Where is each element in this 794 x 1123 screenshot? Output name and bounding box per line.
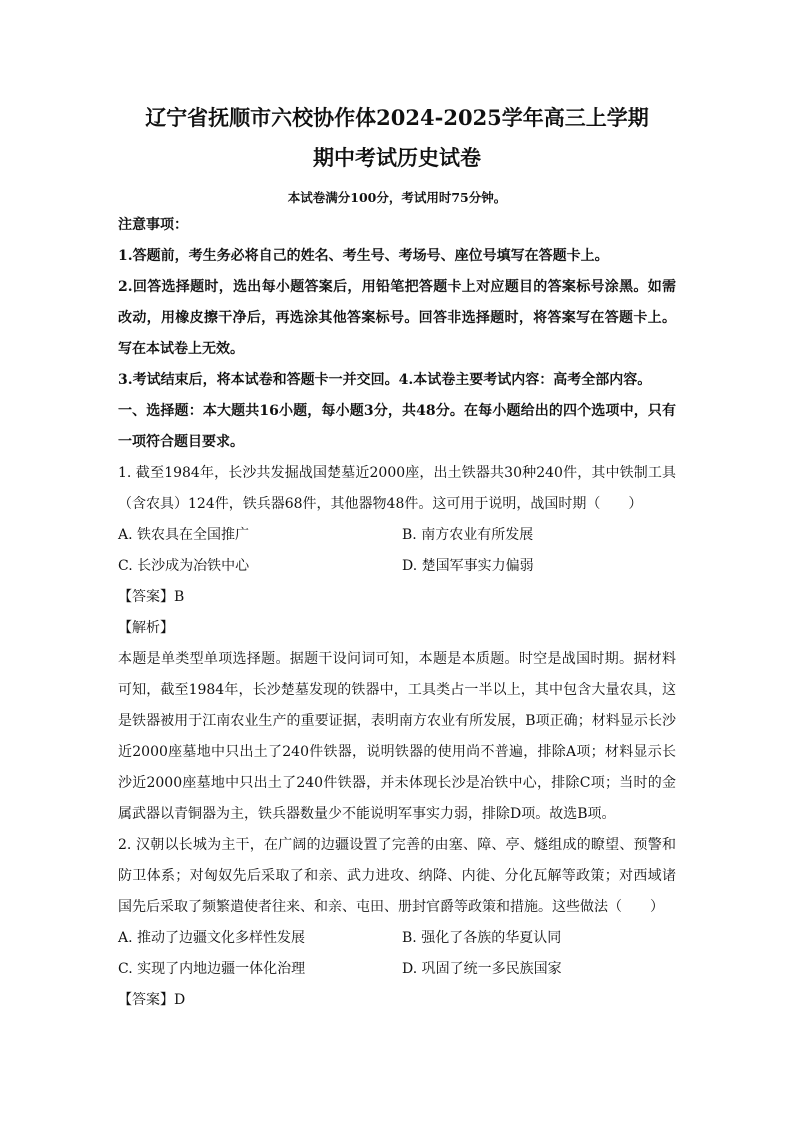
question-1-analysis-label: 【解析】 xyxy=(118,620,174,636)
question-1-stem: 1. 截至1984年，长沙共发掘战国楚墓近2000座，出土铁器共30种240件，其中铁制工具（含农具）124件，铁兵器68件，其他器物48件。这可用于说明，战国时期（ ） xyxy=(118,465,676,512)
question-2-answer: 【答案】D xyxy=(118,992,186,1008)
page-title-line1: 辽宁省抚顺市六校协作体2024-2025学年高三上学期 xyxy=(145,105,649,130)
q2-option-a: A. 推动了边疆文化多样性发展 xyxy=(118,930,306,946)
note-2: 2.回答选择题时，选出每小题答案后，用铅笔把答题卡上对应题目的答案标号涂黑。如需改动，用橡皮擦干净后，再选涂其他答案标号。回答非选择题时，将答案写在答题卡上。写在本试卷上无效。 xyxy=(118,279,676,357)
question-1-options xyxy=(118,520,676,582)
question-1-analysis: 本题是单类型单项选择题。据题干设问词可知，本题是本质题。时空是战国时期。据材料可知，截至1984年，长沙楚墓发现的铁器中，工具类占一半以上，其中包含大量农具，这是铁器被用于江南农业生产的重要证据，表明南方农业有所发展，B项正确；材料显示长沙近2000座墓地中只出土了240件铁器，说明铁器的使用尚不普遍，排除A项；材料显示长沙近2000座墓地中只出土了240件铁器，并未体现长沙是冶铁中心，排除C项；当时的金属武器以青铜器为主，铁兵器数量少不能说明军事实力弱，排除D项。故选B项。 xyxy=(118,651,676,822)
note-3: 3.考试结束后，将本试卷和答题卡一并交回。4.本试卷主要考试内容：高考全部内容。 xyxy=(118,372,652,388)
question-2-options xyxy=(118,923,676,985)
note-1: 1.答题前，考生务必将自己的姓名、考生号、考场号、座位号填写在答题卡上。 xyxy=(118,248,609,264)
q1-option-a: A. 铁农具在全国推广 xyxy=(118,527,250,543)
notes-heading: 注意事项： xyxy=(118,217,188,233)
q1-option-d: D. 楚国军事实力偏弱 xyxy=(402,558,534,574)
q1-option-b: B. 南方农业有所发展 xyxy=(402,527,534,543)
q2-option-d: D. 巩固了统一多民族国家 xyxy=(402,961,562,977)
q1-option-c: C. 长沙成为冶铁中心 xyxy=(118,558,250,574)
question-2-stem: 2. 汉朝以长城为主干，在广阔的边疆设置了完善的由塞、障、亭、燧组成的瞭望、预警和防卫体系；对匈奴先后采取了和亲、武力进攻、纳降、内徙、分化瓦解等政策；对西域诸国先后采取了频繁遣使者往来、和亲、屯田、册封官爵等政策和措施。这些做法（ ） xyxy=(118,837,676,915)
exam-meta: 本试卷满分100分，考试用时75分钟。 xyxy=(287,190,507,205)
page-title-line2: 期中考试历史试卷 xyxy=(313,145,481,170)
q2-option-c: C. 实现了内地边疆一体化治理 xyxy=(118,961,306,977)
question-1-answer: 【答案】B xyxy=(118,589,185,605)
section-heading: 一、选择题：本大题共16小题，每小题3分，共48分。在每小题给出的四个选项中，只有一项符合题目要求。 xyxy=(118,403,676,450)
q2-option-b: B. 强化了各族的华夏认同 xyxy=(402,930,562,946)
